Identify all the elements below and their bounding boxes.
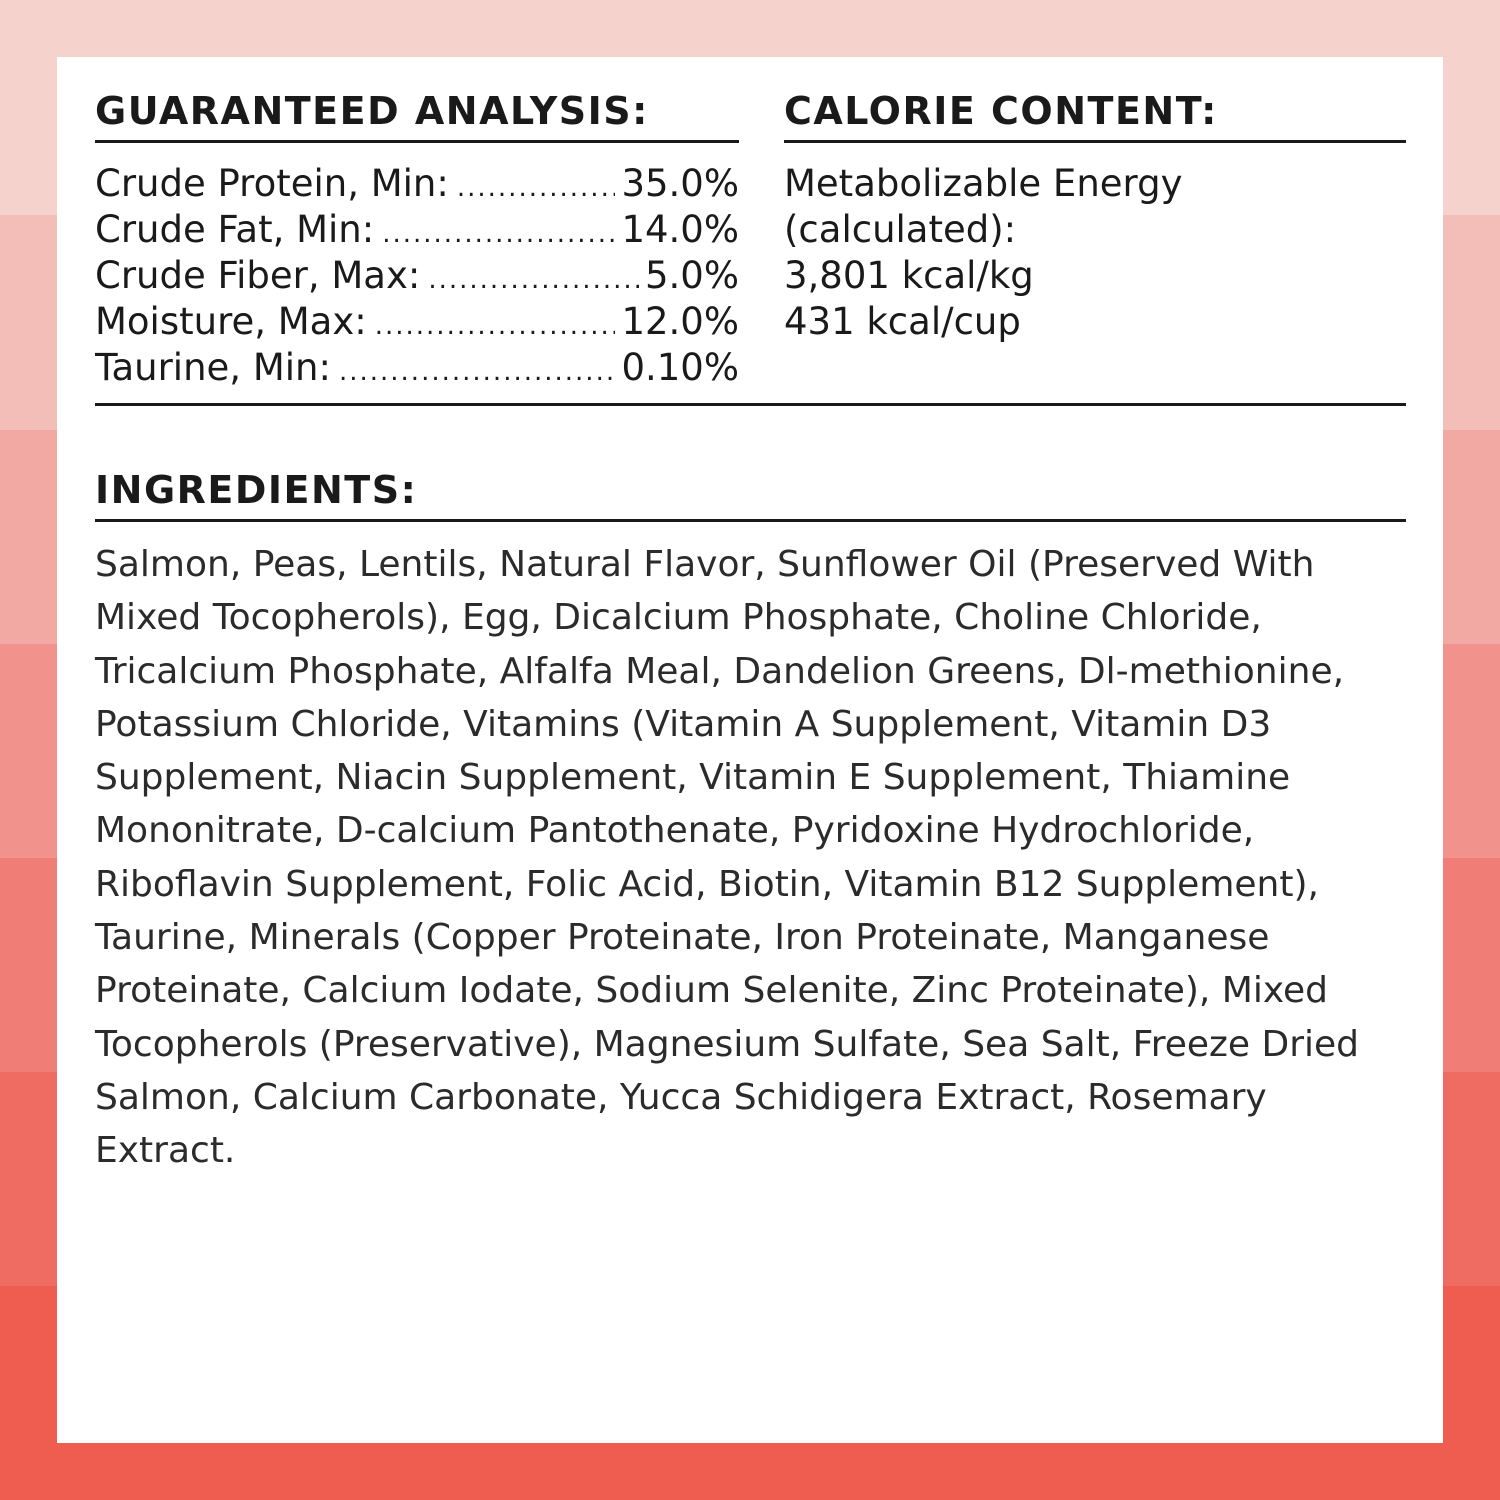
dot-leader	[457, 165, 616, 207]
analysis-row-taurine	[95, 345, 739, 391]
ingredients-list: Salmon, Peas, Lentils, Natural Flavor, Sunflower Oil (Preserved With Mixed Tocopherols), Egg, Dicalcium Phosphate, Choline Chloride, Tricalcium Phosphate, Alfalfa Meal, Dandelion Greens, Dl-methionine, Potassium Chloride, Vitamins (Vitamin A Supplement, Vitamin D3 Supplement, Niacin Supplement, Vitamin E Supplement, Thiamine Mononitrate, D-calcium Pantothenate, Pyridoxine Hydrochloride, Riboflavin Supplement, Folic Acid, Biotin, Vitamin B12 Supplement), Taurine, Minerals (Copper Proteinate, Iron Proteinate, Manganese Proteinate, Calcium Iodate, Sodium Selenite, Zinc Proteinate), Mixed Tocopherols (Preservative), Magnesium Sulfate, Sea Salt, Freeze Dried Salmon, Calcium Carbonate, Yucca Schidigera Extract, Rosemary Extract.	[95, 544, 1360, 1172]
analysis-row-moisture	[95, 299, 739, 345]
section-divider	[95, 403, 1406, 406]
analysis-label: Crude Fat, Min:	[95, 208, 375, 251]
analysis-value: 0.10%	[621, 346, 739, 389]
calorie-content-rule	[784, 140, 1406, 143]
analysis-label: Moisture, Max:	[95, 300, 367, 343]
analysis-row-crude-fiber	[95, 253, 739, 299]
calorie-line: (calculated):	[784, 208, 1017, 251]
analysis-row-crude-protein	[95, 161, 739, 207]
dot-leader	[339, 349, 616, 391]
ingredients-heading: INGREDIENTS:	[95, 468, 418, 512]
calorie-line: 3,801 kcal/kg	[784, 254, 1034, 297]
nutrition-panel	[57, 57, 1443, 1443]
guaranteed-analysis-list	[95, 161, 739, 391]
analysis-value: 14.0%	[621, 208, 739, 251]
dot-leader	[382, 211, 615, 253]
dot-leader	[375, 303, 616, 345]
dot-leader	[428, 257, 639, 299]
calorie-content-text	[784, 161, 1404, 345]
analysis-value: 5.0%	[645, 254, 739, 297]
guaranteed-analysis-heading: GUARANTEED ANALYSIS:	[95, 89, 649, 133]
analysis-label: Crude Protein, Min:	[95, 162, 449, 205]
analysis-label: Taurine, Min:	[95, 346, 331, 389]
calorie-line: Metabolizable Energy	[784, 162, 1183, 205]
analysis-value: 12.0%	[621, 300, 739, 343]
analysis-label: Crude Fiber, Max:	[95, 254, 421, 297]
analysis-value: 35.0%	[621, 162, 739, 205]
analysis-row-crude-fat	[95, 207, 739, 253]
guaranteed-analysis-rule	[95, 140, 739, 143]
calorie-line: 431 kcal/cup	[784, 300, 1021, 343]
calorie-content-heading: CALORIE CONTENT:	[784, 89, 1218, 133]
ingredients-rule	[95, 519, 1406, 522]
